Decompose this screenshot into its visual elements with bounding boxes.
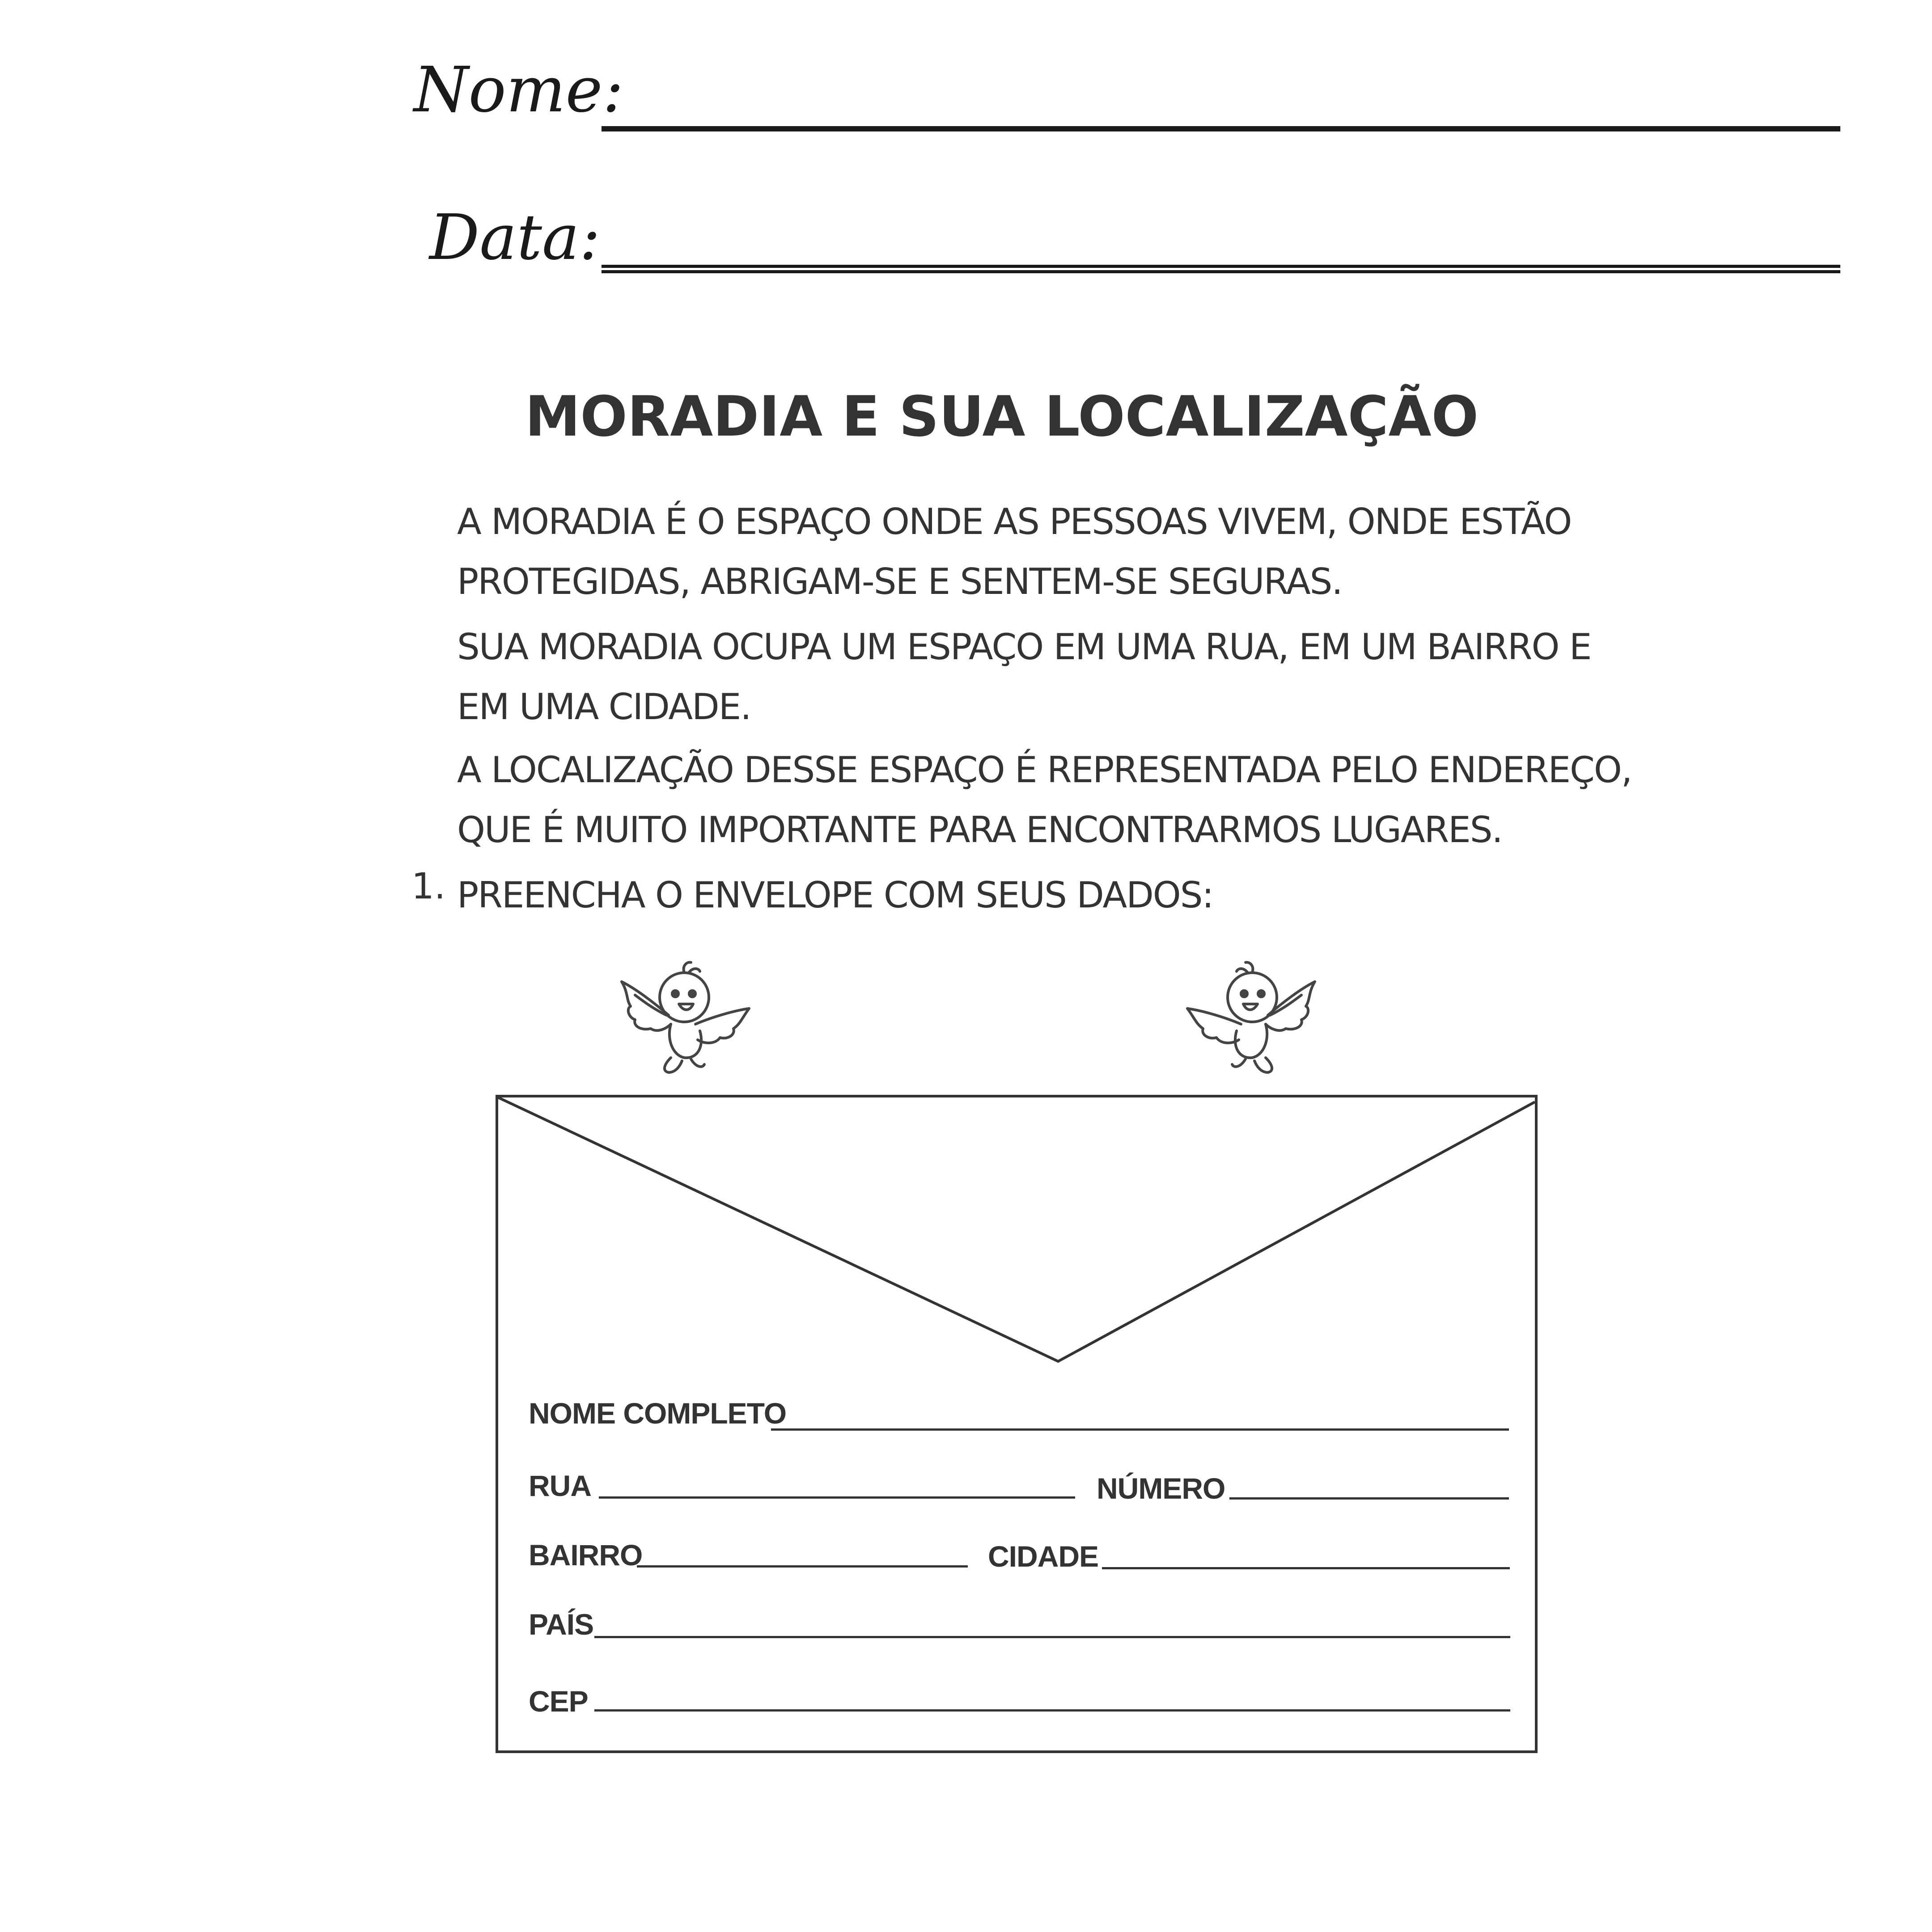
cidade-line[interactable] — [1102, 1567, 1510, 1569]
bird-icon — [617, 957, 751, 1078]
date-input-line[interactable] — [602, 265, 1840, 268]
date-label: Data: — [429, 201, 601, 274]
cep-line[interactable] — [594, 1709, 1510, 1712]
rua-label: RUA — [529, 1469, 591, 1502]
name-label: Nome: — [414, 54, 624, 127]
pais-line[interactable] — [594, 1636, 1510, 1638]
date-input-line-underline — [602, 270, 1840, 273]
paragraph-1-line-1: A MORADIA É O ESPAÇO ONDE AS PESSOAS VIVEM, ONDE ESTÃO — [457, 501, 1572, 542]
numero-line[interactable] — [1229, 1497, 1509, 1500]
exercise-instruction: PREENCHA O ENVELOPE COM SEUS DADOS: — [457, 874, 1213, 916]
paragraph-2 — [457, 617, 1665, 737]
numero-label: NÚMERO — [1097, 1472, 1225, 1505]
paragraph-2-line-2: EM UMA CIDADE. — [457, 686, 751, 728]
paragraph-3-line-1: A LOCALIZAÇÃO DESSE ESPAÇO É REPRESENTADA PELO ENDEREÇO, — [457, 749, 1632, 791]
name-input-line[interactable] — [602, 126, 1840, 131]
paragraph-3-line-2: QUE É MUITO IMPORTANTE PARA ENCONTRARMOS LUGARES. — [457, 809, 1502, 851]
cep-label: CEP — [529, 1685, 588, 1718]
envelope-flap — [498, 1097, 1536, 1375]
pais-label: PAÍS — [529, 1608, 594, 1641]
paragraph-1-line-2: PROTEGIDAS, ABRIGAM-SE E SENTEM-SE SEGURAS. — [457, 561, 1342, 602]
nome-completo-line[interactable] — [771, 1428, 1509, 1431]
paragraph-1 — [457, 492, 1665, 612]
nome-completo-label: NOME COMPLETO — [529, 1397, 787, 1430]
bairro-label: BAIRRO — [529, 1538, 643, 1572]
bairro-line[interactable] — [637, 1565, 968, 1568]
rua-line[interactable] — [599, 1496, 1075, 1499]
exercise-number: 1. — [411, 865, 446, 907]
cidade-label: CIDADE — [988, 1540, 1099, 1573]
paragraph-2-line-1: SUA MORADIA OCUPA UM ESPAÇO EM UMA RUA, EM UM BAIRRO E — [457, 626, 1591, 668]
bird-icon — [1185, 957, 1319, 1078]
envelope — [496, 1095, 1538, 1753]
page-title: MORADIA E SUA LOCALIZAÇÃO — [525, 385, 1479, 449]
paragraph-3 — [457, 740, 1665, 860]
